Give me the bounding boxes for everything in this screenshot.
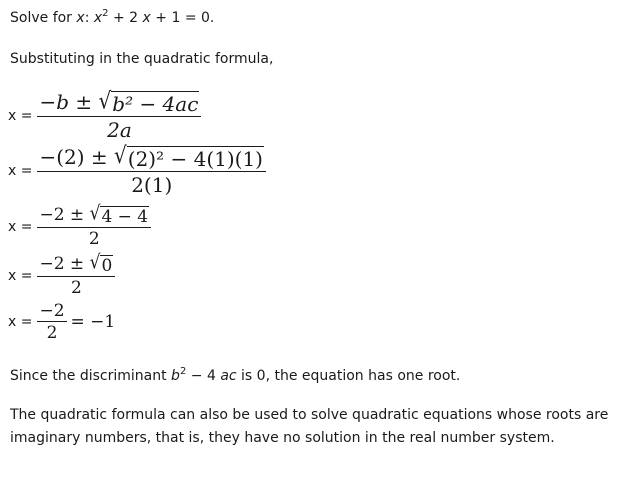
denominator: 2 bbox=[46, 323, 58, 343]
fraction bbox=[37, 251, 115, 298]
note-paragraph: The quadratic formula can also be used to solve quadratic equations whose roots are imaginary numbers, that is, they have no solution in the real number system. bbox=[10, 407, 609, 446]
num-pre: −(2) ± bbox=[39, 145, 115, 169]
step-lhs: x = bbox=[8, 219, 33, 235]
step-lhs: x = bbox=[8, 163, 33, 179]
conclusion-mid: − 4 bbox=[186, 368, 221, 384]
conclusion-text bbox=[10, 366, 460, 386]
eq-exponent: 2 bbox=[102, 8, 109, 19]
num-pre: −b ± bbox=[39, 90, 99, 114]
step-lhs: x = bbox=[8, 268, 33, 284]
denominator: 2a bbox=[107, 118, 132, 142]
conclusion-b: b bbox=[171, 368, 180, 384]
problem-prefix: Solve for bbox=[10, 10, 77, 26]
radical-sign: √ bbox=[114, 141, 127, 169]
formula-step-2 bbox=[8, 141, 266, 197]
conclusion-suffix: is 0, the equation has one root. bbox=[236, 368, 461, 384]
radical-sign: √ bbox=[98, 86, 112, 114]
conclusion-ac: ac bbox=[220, 368, 237, 384]
sqrt-symbol bbox=[114, 141, 264, 171]
eq-x: x bbox=[93, 10, 103, 26]
conclusion-prefix: Since the discriminant bbox=[10, 368, 172, 384]
step-lhs: x = bbox=[8, 108, 33, 124]
fraction bbox=[37, 202, 151, 249]
numerator bbox=[37, 141, 266, 172]
numerator: −2 bbox=[39, 301, 65, 321]
fraction bbox=[37, 141, 266, 197]
sqrt-symbol bbox=[98, 86, 200, 116]
fraction bbox=[37, 301, 66, 343]
fraction bbox=[37, 86, 201, 142]
problem-var: x bbox=[76, 10, 85, 26]
eq-plus: + 2 bbox=[108, 10, 143, 26]
sqrt-symbol bbox=[89, 202, 150, 227]
formula-step-1 bbox=[8, 86, 201, 142]
formula-step-3 bbox=[8, 202, 151, 249]
denominator: 2 bbox=[88, 229, 100, 249]
problem-statement bbox=[10, 8, 214, 28]
denominator: 2(1) bbox=[131, 173, 173, 197]
sqrt-symbol bbox=[89, 251, 114, 276]
result: = −1 bbox=[70, 312, 116, 332]
lead-text: Substituting in the quadratic formula, bbox=[10, 51, 274, 67]
numerator bbox=[37, 86, 201, 117]
radical-sign: √ bbox=[89, 202, 101, 225]
num-pre: −2 ± bbox=[39, 205, 90, 225]
denominator: 2 bbox=[70, 278, 82, 298]
eq-x2: x bbox=[142, 10, 151, 26]
radicand: (2)² − 4(1)(1) bbox=[127, 147, 263, 171]
numerator bbox=[37, 202, 151, 228]
radicand: b² − 4ac bbox=[112, 92, 199, 116]
eq-rest: + 1 = 0. bbox=[150, 10, 215, 26]
radicand: 4 − 4 bbox=[101, 207, 149, 227]
step-lhs: x = bbox=[8, 314, 33, 330]
formula-step-4 bbox=[8, 251, 115, 298]
num-pre: −2 ± bbox=[39, 254, 90, 274]
conclusion-exponent: 2 bbox=[179, 366, 187, 377]
numerator bbox=[37, 251, 115, 277]
radical-sign: √ bbox=[89, 251, 101, 274]
formula-step-5 bbox=[8, 301, 115, 343]
problem-colon: : bbox=[84, 10, 90, 26]
radicand: 0 bbox=[101, 256, 113, 276]
